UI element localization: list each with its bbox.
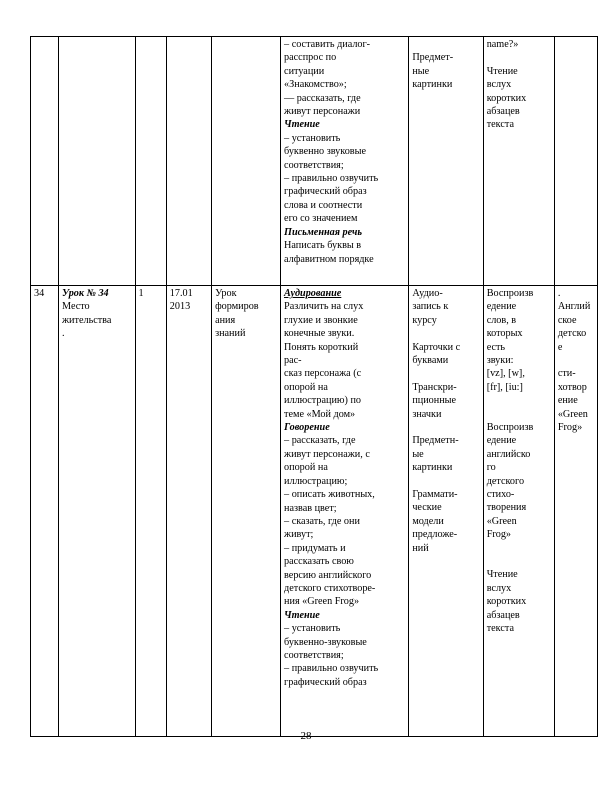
text-line: стихо- — [486, 489, 515, 501]
section-heading: Урок № 34 — [62, 288, 109, 299]
text-line: абзацев — [486, 609, 520, 621]
text-line: «Green — [557, 408, 588, 420]
text-line: глухие и звонкие — [284, 314, 358, 326]
text-line: жительства — [62, 314, 112, 326]
cell-materials — [409, 286, 483, 737]
text-line: картинки — [412, 79, 453, 91]
text-line: вслух — [486, 582, 512, 594]
spacer — [487, 394, 551, 407]
cell-topic — [59, 37, 136, 286]
section-heading: Письменная речь — [284, 226, 362, 238]
text-line: . — [62, 328, 65, 340]
cell-topic — [59, 286, 136, 737]
cell-number: 34 — [31, 286, 59, 737]
spacer — [558, 354, 594, 367]
text-line: — рассказать, где — [284, 92, 361, 104]
text-line: английско — [486, 448, 531, 460]
text-line: теме «Мой дом» — [284, 408, 356, 420]
text-line: его со значением — [284, 213, 358, 225]
text-line: иллюстрацию; — [284, 475, 348, 487]
cell-hours — [135, 37, 166, 286]
text-line: значки — [412, 408, 442, 420]
text-line: Понять короткий — [284, 341, 359, 353]
text-line: живут; — [284, 529, 314, 541]
lesson-plan-table — [30, 36, 598, 737]
text-line: едение — [486, 301, 517, 313]
text-line: name?» — [486, 39, 519, 50]
text-line: вслух — [486, 79, 512, 91]
text-line: знаний — [215, 328, 246, 340]
text-line: ые — [412, 448, 424, 460]
text-line: Карточки с — [412, 341, 461, 353]
text-line: Транскри- — [412, 381, 457, 393]
text-line: – описать животных, — [284, 489, 375, 501]
text-line: пционные — [412, 395, 457, 407]
text-line: 2013 — [169, 301, 191, 313]
text-line: назвав цвет; — [284, 502, 337, 514]
text-line: детско — [557, 328, 587, 340]
text-line: звуки: — [486, 355, 514, 367]
text-line: творения — [486, 502, 527, 514]
text-line: Аудио- — [412, 288, 443, 299]
text-line: формиров — [215, 301, 259, 313]
text-line: детского — [486, 475, 525, 487]
text-line: е — [557, 341, 563, 353]
text-line: буквенно-звуковые — [284, 636, 367, 648]
text-line: курсу — [412, 314, 437, 326]
text-line: слова и соотнести — [284, 199, 363, 211]
spacer — [412, 421, 479, 434]
text-line: ные — [412, 65, 430, 77]
text-line: версию английского — [284, 569, 372, 581]
spacer — [487, 555, 551, 568]
text-line: – рассказать, где — [284, 435, 356, 447]
cell-extra — [554, 37, 597, 286]
cell-lesson-type — [212, 286, 281, 737]
text-line: – установить — [284, 623, 341, 635]
section-heading: Чтение — [284, 609, 320, 621]
text-line: живут персонажи — [284, 106, 361, 118]
text-line: Frog» — [486, 529, 512, 541]
text-line: ний — [412, 542, 429, 554]
text-line: Frog» — [557, 422, 583, 434]
text-line: – установить — [284, 132, 341, 144]
text-line: Урок — [215, 288, 237, 299]
spacer — [487, 542, 551, 555]
cell-content — [281, 286, 409, 737]
text-line: Предмет- — [412, 52, 454, 64]
cell-materials — [409, 37, 483, 286]
page-number: 28 — [300, 730, 312, 742]
text-line: ситуации — [284, 65, 325, 77]
text-line: живут персонажи, с — [284, 448, 370, 460]
text-line: ское — [557, 314, 577, 326]
text-line: едение — [486, 435, 517, 447]
text-line: предложе- — [412, 529, 458, 541]
text-line: Англий — [557, 301, 591, 313]
cell-skills — [483, 37, 554, 286]
spacer — [412, 327, 479, 340]
text-line: ния «Green Frog» — [284, 596, 360, 608]
text-line: соответствия; — [284, 159, 344, 171]
text-line: «Green — [486, 515, 517, 527]
cell-content — [281, 37, 409, 286]
text-line: текста — [486, 119, 514, 131]
text-line: – правильно озвучить — [284, 173, 379, 185]
text-line: Граммати- — [412, 489, 458, 501]
text-line: – сказать, где они — [284, 515, 360, 527]
text-line: буквенно звуковые — [284, 146, 366, 158]
text-line: Воспроизв — [486, 422, 534, 434]
text-line: детского стихотворе- — [284, 582, 376, 594]
section-heading: Говорение — [284, 422, 330, 434]
cell-extra — [554, 286, 597, 737]
text-line: 17.01 — [169, 288, 193, 299]
text-line: Место — [62, 301, 90, 313]
cell-lesson-type — [212, 37, 281, 286]
cell-date — [166, 37, 211, 286]
section-heading: Чтение — [284, 119, 320, 131]
text-line: Предметн- — [412, 435, 459, 447]
text-line: сти- — [557, 368, 576, 380]
text-line: – придумать и — [284, 542, 346, 554]
text-line: – составить диалог- — [284, 39, 371, 50]
text-line: модели — [412, 515, 444, 527]
spacer — [412, 475, 479, 488]
text-line: которых — [486, 328, 523, 340]
text-line: текста — [486, 623, 514, 635]
text-line: иллюстрацию) по — [284, 395, 361, 407]
text-line: Воспроизв — [486, 288, 534, 299]
text-line: го — [486, 462, 496, 474]
text-line: [fr], [iu:] — [486, 381, 523, 393]
text-line: слов, в — [486, 314, 517, 326]
spacer — [412, 367, 479, 380]
text-line: – правильно озвучить — [284, 663, 379, 675]
text-line: опорой на — [284, 381, 328, 393]
text-line: сказ персонажа (с — [284, 368, 362, 380]
text-line: рас- — [284, 355, 302, 367]
text-line: коротких — [486, 596, 527, 608]
text-line: алфавитном порядке — [284, 253, 374, 265]
text-line: Различить на слух — [284, 301, 364, 313]
cell-number — [31, 37, 59, 286]
text-line: абзацев — [486, 106, 520, 118]
text-line: ение — [557, 395, 578, 407]
section-heading: Аудирование — [284, 288, 342, 299]
text-line: конечные звуки. — [284, 328, 355, 340]
spacer — [412, 38, 479, 51]
text-line: рассказать свою — [284, 556, 354, 568]
text-line: Написать буквы в — [284, 240, 362, 252]
table-row-lesson-34 — [31, 286, 598, 737]
text-line: Чтение — [486, 569, 518, 581]
text-line: буквами — [412, 355, 449, 367]
text-line: . — [557, 288, 561, 299]
text-line: соответствия; — [284, 649, 344, 661]
text-line: есть — [486, 341, 506, 353]
text-line: графический образ — [284, 186, 367, 198]
cell-skills — [483, 286, 554, 737]
text-line: «Знакомство»; — [284, 79, 347, 91]
text-line: расспрос по — [284, 52, 337, 64]
spacer — [487, 408, 551, 421]
text-line: картинки — [412, 462, 453, 474]
text-line: ческие — [412, 502, 442, 514]
text-line: хотвор — [557, 381, 587, 393]
text-line: коротких — [486, 92, 527, 104]
text-line: [vz], [w], — [486, 368, 525, 380]
text-line: графический образ — [284, 676, 367, 688]
cell-hours: 1 — [135, 286, 166, 737]
text-line: Чтение — [486, 65, 518, 77]
table-row-previous — [31, 37, 598, 286]
text-line: ания — [215, 314, 236, 326]
cell-date — [166, 286, 211, 737]
text-line: запись к — [412, 301, 449, 313]
spacer — [487, 51, 551, 64]
text-line: опорой на — [284, 462, 328, 474]
